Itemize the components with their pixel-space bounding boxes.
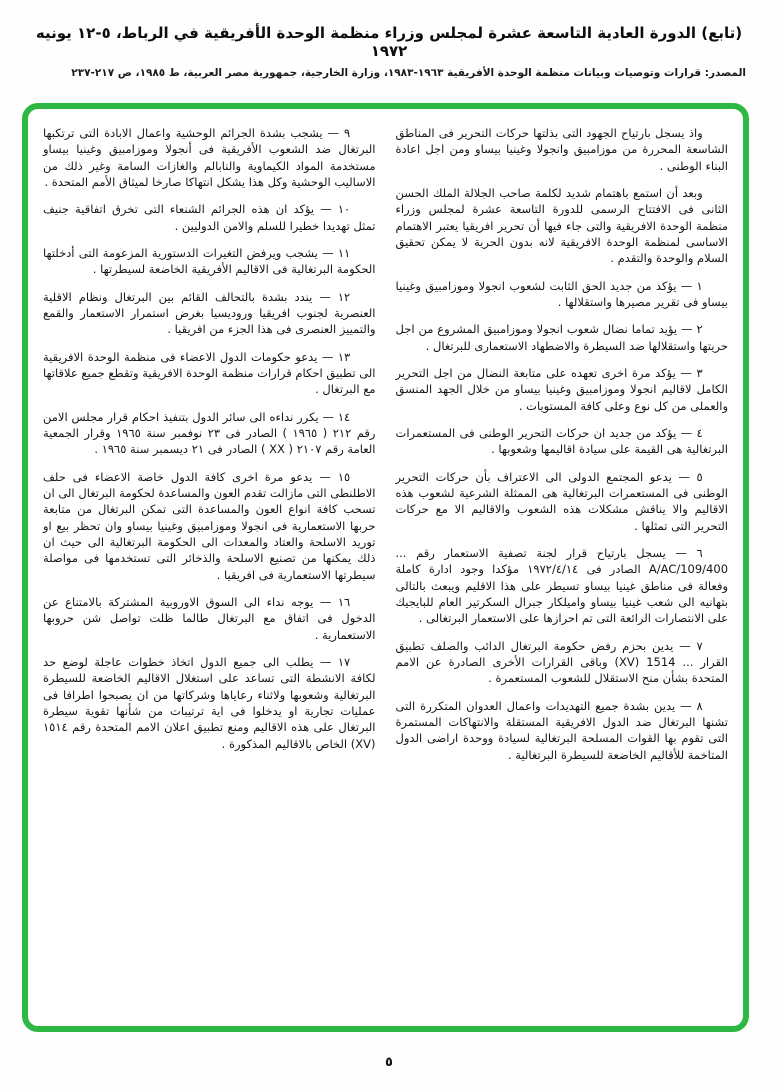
- doc-paragraph: ٦ — يسجل بارتياح قرار لجنة تصفية الاستعمار رقم ... A/AC/109/400 الصادر فى ١٩٧٢/٤/١٤ مؤكدا وجود ادارة كاملة وفعالة فى مناطق غينيا بيساو تسيطر على هذا الاقليم ويبعث بالتالى بتهانيه الى شعب غينيا بيساو واميلكار جبرال السكرتير العام للبايجيك على الانتصارات الرائعة التى تم احرازها على الاستعمار البرتغالى .: [395, 545, 729, 626]
- right-column: [396, 125, 729, 1012]
- doc-paragraph: ١٣ — يدعو حكومات الدول الاعضاء فى منظمة الوحدة الافريقية الى تطبيق احكام قرارات منظمة الوحدة الافريقية وتقطع جميع علاقاتها مع البرتغال .: [43, 349, 376, 397]
- doc-paragraph: ١٥ — يدعو مرة اخرى كافة الدول خاصة الاعضاء فى حلف الاطلنطى التى مازالت تقدم العون والمساعدة لحكومة البرتغال الى ان تسحب كافة انواع العون والمساعدة التى تمكن البرتغال من متابعة حربها الاستعمارية فى انجولا وموزامبيق وغينيا بيساو وان تحظر بيع او توريد الاسلحة والعتاد والمعدات الى الحكومة البرتغالية الى حيث ان ذلك يمكنها من تصنيع الاسلحة والذخائر التى تستخدمها فى مواصلة سيطرتها الاستعمارية فى افريقيا .: [43, 469, 376, 582]
- document-header: [0, 0, 778, 79]
- doc-paragraph: ١٤ — يكرر نداءه الى سائر الدول بتنفيذ احكام قرار مجلس الامن رقم ٢١٢ ( ١٩٦٥ ) الصادر فى ٢٣ نوفمبر سنة ١٩٦٥ وقرار الجمعية العامة رقم ٢١٠٧ ( XX ) الصادر فى ٢١ ديسمبر سنة ١٩٦٥ .: [43, 409, 376, 457]
- doc-paragraph: ١ — يؤكد من جديد الحق الثابت لشعوب انجولا وموزامبيق وغينيا بيساو فى تقرير مصيرها واستقلالها .: [395, 278, 728, 309]
- doc-paragraph: واذ يسجل بارتياح الجهود التى بذلتها حركات التحرير فى المناطق الشاسعة المحررة من موزامبيق وانجولا وغينيا بيساو ومن اجل اعادة البناء الوطنى .: [395, 126, 728, 173]
- page-number: ٥: [385, 1055, 393, 1070]
- doc-paragraph: ٩ — يشجب بشدة الجرائم الوحشية واعمال الابادة التى ترتكبها البرتغال ضد الشعوب الأفريقية فى أنجولا وموزامبيق وغينيا بيساو مستخدمة المواد الكيماوية والنابالم والغازات السامة وغير ذلك من الاساليب الوحشية وكل هذا يشكل انتهاكا صارخا لميثاق الأمم المتحدة .: [43, 126, 376, 189]
- doc-paragraph: ١٢ — يندد بشدة بالتحالف القائم بين البرتغال ونظام الاقلية العنصرية لجنوب افريقيا وروديسيا بغرض استمرار الاستعمار والقمع والتمييز العنصرى فى هذا الجزء من افريقيا .: [43, 289, 376, 337]
- doc-paragraph: ٥ — يدعو المجتمع الدولى الى الاعتراف بأن حركات التحرير الوطنى فى المستعمرات البرتغالية هى الممثلة الشرعية لشعوب هذه الاقاليم والا يناقش مشكلات هذه الشعوب والاقاليم الا مع حركات التحرير التى تمثلها .: [395, 469, 728, 533]
- doc-paragraph: ١٠ — يؤكد ان هذه الجرائم الشنعاء التى تخرق اتفاقية جنيف تمثل تهديدا خطيرا للسلم والامن الدوليين .: [43, 202, 376, 233]
- doc-paragraph: ١٦ — يوجه نداء الى السوق الاوروبية المشتركة بالامتناع عن الدخول فى اتفاق مع البرتغال طالما ظلت تواصل شن حروبها الاستعمارية .: [43, 594, 376, 642]
- doc-paragraph: ١٧ — يطلب الى جميع الدول اتخاذ خطوات عاجلة لوضع حد لكافة الانشطة التى تساعد على استغلال الاقاليم الخاضعة للسيطرة البرتغالية وشعوبها ولاثناء رعاياها وشركاتها من ان يصبحوا اطرافا فى عمليات تجارية او يدخلوا فى اية ترتيبات من شأنها تقوية سيطرة البرتغال على هذه الاقاليم ومنع تطبيق اعلان الامم المتحدة رقم ١٥١٤ (XV) الخاص بالاقاليم المذكورة .: [43, 654, 376, 751]
- doc-paragraph: ٢ — يؤيد تماما نضال شعوب انجولا وموزامبيق المشروع من اجل حريتها واستقلالها ضد السيطرة والاضطهاد الاستعمارى للبرتغال .: [395, 322, 728, 353]
- doc-paragraph: ٨ — يدين بشدة جميع التهديدات واعمال العدوان المتكررة التى تشنها البرتغال ضد الدول الافريقية المستقلة والانتهاكات المستمرة التى تقوم بها القوات المسلحة البرتغالية لسيادة ووحدة اراضى الدول المتاخمة للأقاليم الخاضعة للسيطرة البرتغالية .: [395, 698, 728, 762]
- content-frame: [22, 103, 749, 1032]
- doc-paragraph: ٣ — يؤكد مرة اخرى تعهده على متابعة النضال من اجل التحرير الكامل لاقاليم انجولا وموزامبيق وغينيا بيساو من خلال الجهد المنسق والعملى من كل نوع وعلى كافة المستويات .: [395, 365, 728, 413]
- source-line: المصدر: قرارات وتوصيات وبيانات منظمة الوحدة الأفريقية ١٩٦٣-١٩٨٣، وزارة الخارجية، جمهورية مصر العربية، ط ١٩٨٥، ص ٢١٧-٢٣٧: [71, 67, 746, 79]
- doc-paragraph: ٤ — يؤكد من جديد ان حركات التحرير الوطنى فى المستعمرات البرتغالية هى القيمة على سيادة اقاليمها وشعوبها .: [395, 425, 728, 457]
- page-title: (تابع) الدورة العادية التاسعة عشرة لمجلس وزراء منظمة الوحدة الأفريقية في الرباط، ٥-١٢ يونيه ١٩٧٢: [35, 24, 743, 60]
- doc-paragraph: ٧ — يدين بحزم رفض حكومة البرتغال الدائب والصلف تطبيق القرار ... 1514 (XV) وباقى القرارات الأخرى الصادرة عن الامم المتحدة بشأن منح الاستقلال للشعوب المستعمرة .: [395, 638, 728, 686]
- doc-paragraph: وبعد أن استمع باهتمام شديد لكلمة صاحب الجلالة الملك الحسن الثانى فى الافتتاح الرسمى للدورة التاسعة عشرة لمجلس وزراء منظمة الوحدة الافريقية والتى جاء فيها أن تحرير افريقيا يعتبر الاهتمام الاساسى لمنظمة الوحدة الافريقية لانه بدون الحرية لا يمكن تحقيق السلام والوحدة والتقدم .: [395, 185, 728, 266]
- left-column: [43, 125, 376, 1012]
- doc-paragraph: ١١ — يشجب ويرفض التغيرات الدستورية المزعومة التى أدخلتها الحكومة البرتغالية فى الاقاليم الأفريقية الخاضعة لسيطرتها .: [43, 245, 376, 277]
